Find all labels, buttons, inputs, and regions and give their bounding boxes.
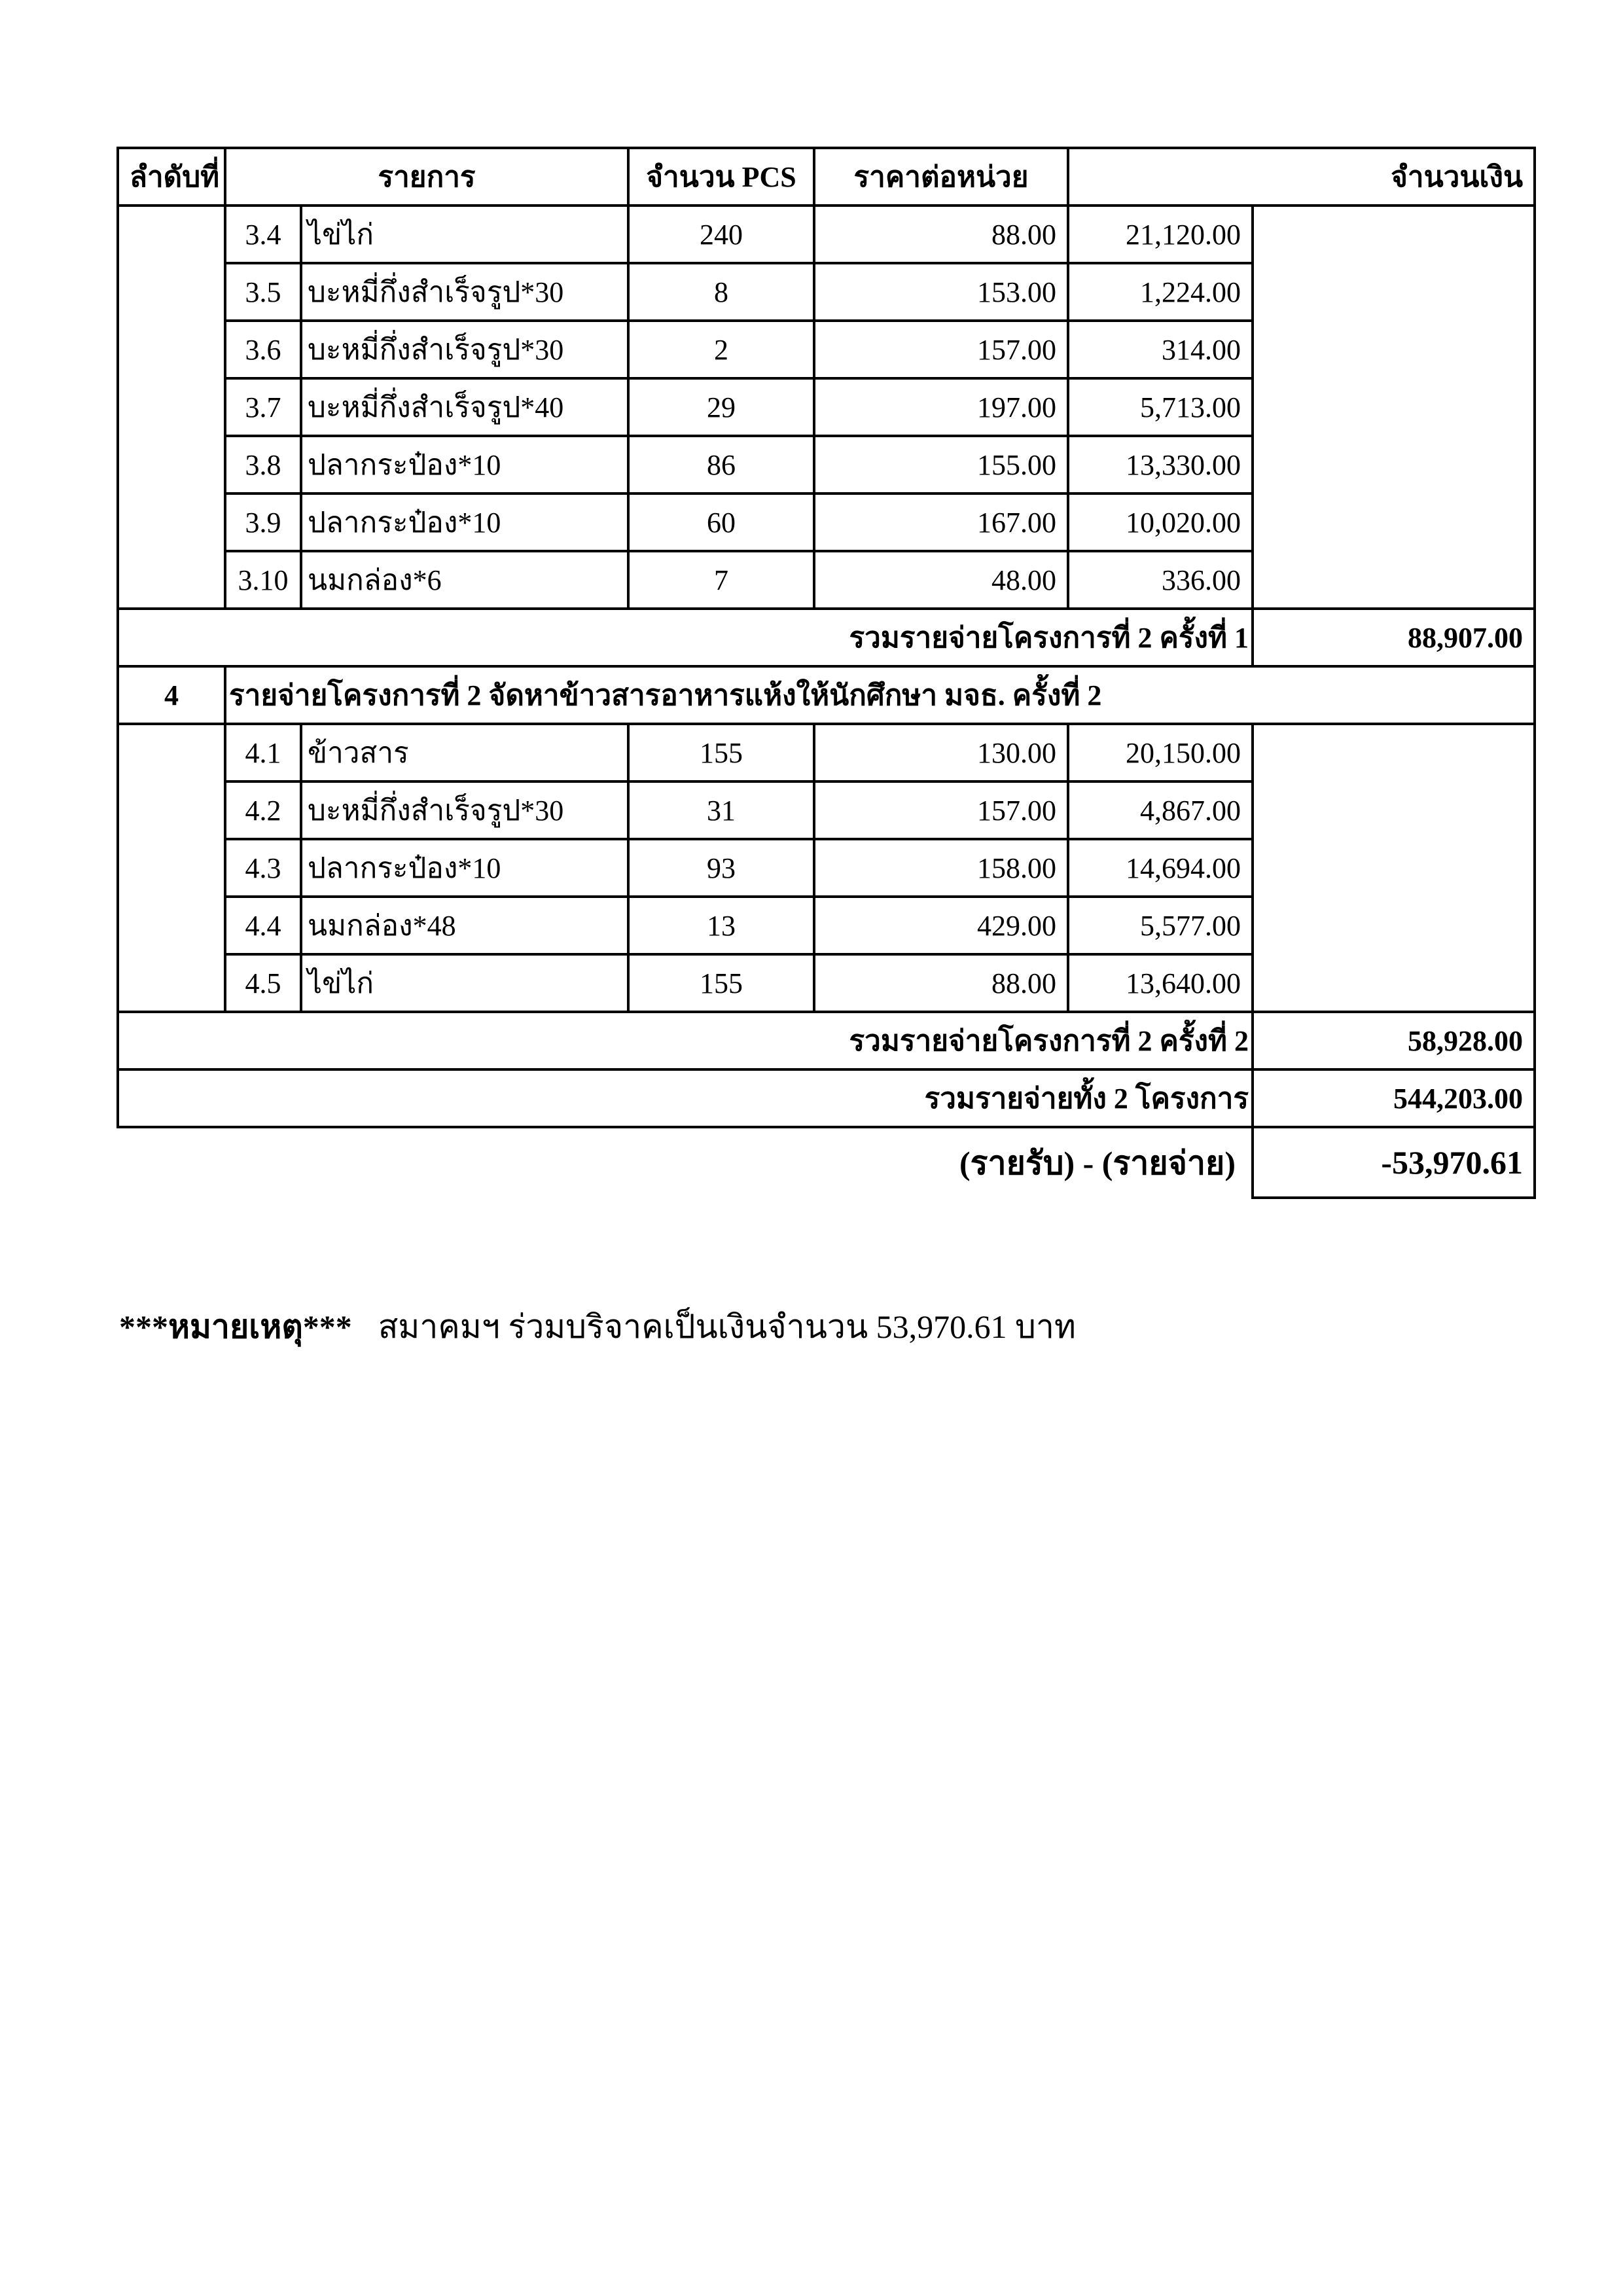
item-amount: 4,867.00 bbox=[1068, 781, 1253, 839]
item-price: 167.00 bbox=[814, 493, 1068, 551]
item-name: ปลากระป๋อง*10 bbox=[301, 839, 628, 897]
item-price: 429.00 bbox=[814, 897, 1068, 954]
item-no: 4.2 bbox=[225, 781, 301, 839]
item-name: บะหมี่กึ่งสำเร็จรูป*30 bbox=[301, 321, 628, 378]
section-title-row bbox=[118, 666, 1535, 724]
header-item: รายการ bbox=[225, 148, 628, 206]
item-price: 88.00 bbox=[814, 954, 1068, 1012]
item-no: 4.5 bbox=[225, 954, 301, 1012]
subtotal-value: 58,928.00 bbox=[1253, 1012, 1535, 1069]
item-no: 3.5 bbox=[225, 263, 301, 321]
item-amount: 1,224.00 bbox=[1068, 263, 1253, 321]
item-amount: 10,020.00 bbox=[1068, 493, 1253, 551]
header-unit-price: ราคาต่อหน่วย bbox=[814, 148, 1068, 206]
grand-total-value: 544,203.00 bbox=[1253, 1069, 1535, 1127]
item-amount: 21,120.00 bbox=[1068, 206, 1253, 263]
item-qty: 86 bbox=[628, 436, 814, 493]
expense-table bbox=[116, 147, 1536, 1199]
table-row bbox=[118, 724, 1535, 781]
seq-cell-empty bbox=[118, 206, 225, 609]
item-amount: 13,330.00 bbox=[1068, 436, 1253, 493]
item-qty: 29 bbox=[628, 378, 814, 436]
header-seq: ลำดับที่ bbox=[118, 148, 225, 206]
subtotal-label: รวมรายจ่ายโครงการที่ 2 ครั้งที่ 2 bbox=[118, 1012, 1253, 1069]
balance-label: (รายรับ) - (รายจ่าย) bbox=[118, 1127, 1253, 1198]
item-name: บะหมี่กึ่งสำเร็จรูป*40 bbox=[301, 378, 628, 436]
item-amount: 336.00 bbox=[1068, 551, 1253, 609]
total-cell-empty bbox=[1253, 724, 1535, 1012]
total-cell-empty bbox=[1253, 206, 1535, 609]
item-name: บะหมี่กึ่งสำเร็จรูป*30 bbox=[301, 263, 628, 321]
item-qty: 31 bbox=[628, 781, 814, 839]
item-amount: 5,577.00 bbox=[1068, 897, 1253, 954]
seq-cell-empty bbox=[118, 724, 225, 1012]
subtotal-label: รวมรายจ่ายโครงการที่ 2 ครั้งที่ 1 bbox=[118, 609, 1253, 666]
item-no: 3.10 bbox=[225, 551, 301, 609]
item-no: 4.3 bbox=[225, 839, 301, 897]
item-amount: 20,150.00 bbox=[1068, 724, 1253, 781]
item-price: 158.00 bbox=[814, 839, 1068, 897]
item-price: 157.00 bbox=[814, 321, 1068, 378]
item-price: 153.00 bbox=[814, 263, 1068, 321]
item-name: ปลากระป๋อง*10 bbox=[301, 493, 628, 551]
item-qty: 60 bbox=[628, 493, 814, 551]
remark-text: สมาคมฯ ร่วมบริจาคเป็นเงินจำนวน 53,970.61 บาท bbox=[378, 1308, 1076, 1345]
item-name: ไข่ไก่ bbox=[301, 206, 628, 263]
item-no: 3.7 bbox=[225, 378, 301, 436]
item-amount: 5,713.00 bbox=[1068, 378, 1253, 436]
remark-label: ***หมายเหตุ*** bbox=[119, 1308, 352, 1345]
header-row bbox=[118, 148, 1535, 206]
item-no: 4.1 bbox=[225, 724, 301, 781]
item-price: 157.00 bbox=[814, 781, 1068, 839]
item-qty: 13 bbox=[628, 897, 814, 954]
item-name: นมกล่อง*6 bbox=[301, 551, 628, 609]
item-no: 3.6 bbox=[225, 321, 301, 378]
section-seq: 4 bbox=[118, 666, 225, 724]
header-amount: จำนวนเงิน bbox=[1068, 148, 1535, 206]
subtotal-value: 88,907.00 bbox=[1253, 609, 1535, 666]
table-row bbox=[118, 206, 1535, 263]
item-no: 4.4 bbox=[225, 897, 301, 954]
item-price: 130.00 bbox=[814, 724, 1068, 781]
item-qty: 93 bbox=[628, 839, 814, 897]
item-qty: 155 bbox=[628, 724, 814, 781]
item-name: นมกล่อง*48 bbox=[301, 897, 628, 954]
item-price: 88.00 bbox=[814, 206, 1068, 263]
item-qty: 240 bbox=[628, 206, 814, 263]
item-amount: 314.00 bbox=[1068, 321, 1253, 378]
grand-total-row bbox=[118, 1069, 1535, 1127]
balance-value: -53,970.61 bbox=[1253, 1127, 1535, 1198]
item-amount: 14,694.00 bbox=[1068, 839, 1253, 897]
item-price: 155.00 bbox=[814, 436, 1068, 493]
balance-row bbox=[118, 1127, 1535, 1198]
section-title: รายจ่ายโครงการที่ 2 จัดหาข้าวสารอาหารแห้งให้นักศึกษา มจธ. ครั้งที่ 2 bbox=[225, 666, 1535, 724]
item-qty: 2 bbox=[628, 321, 814, 378]
item-price: 48.00 bbox=[814, 551, 1068, 609]
item-name: ปลากระป๋อง*10 bbox=[301, 436, 628, 493]
item-qty: 155 bbox=[628, 954, 814, 1012]
subtotal-row bbox=[118, 609, 1535, 666]
item-name: บะหมี่กึ่งสำเร็จรูป*30 bbox=[301, 781, 628, 839]
item-qty: 8 bbox=[628, 263, 814, 321]
item-qty: 7 bbox=[628, 551, 814, 609]
item-amount: 13,640.00 bbox=[1068, 954, 1253, 1012]
remark bbox=[119, 1301, 1076, 1353]
header-qty: จำนวน PCS bbox=[628, 148, 814, 206]
item-no: 3.8 bbox=[225, 436, 301, 493]
grand-total-label: รวมรายจ่ายทั้ง 2 โครงการ bbox=[118, 1069, 1253, 1127]
item-no: 3.4 bbox=[225, 206, 301, 263]
item-name: ข้าวสาร bbox=[301, 724, 628, 781]
subtotal-row bbox=[118, 1012, 1535, 1069]
item-name: ไข่ไก่ bbox=[301, 954, 628, 1012]
item-price: 197.00 bbox=[814, 378, 1068, 436]
item-no: 3.9 bbox=[225, 493, 301, 551]
